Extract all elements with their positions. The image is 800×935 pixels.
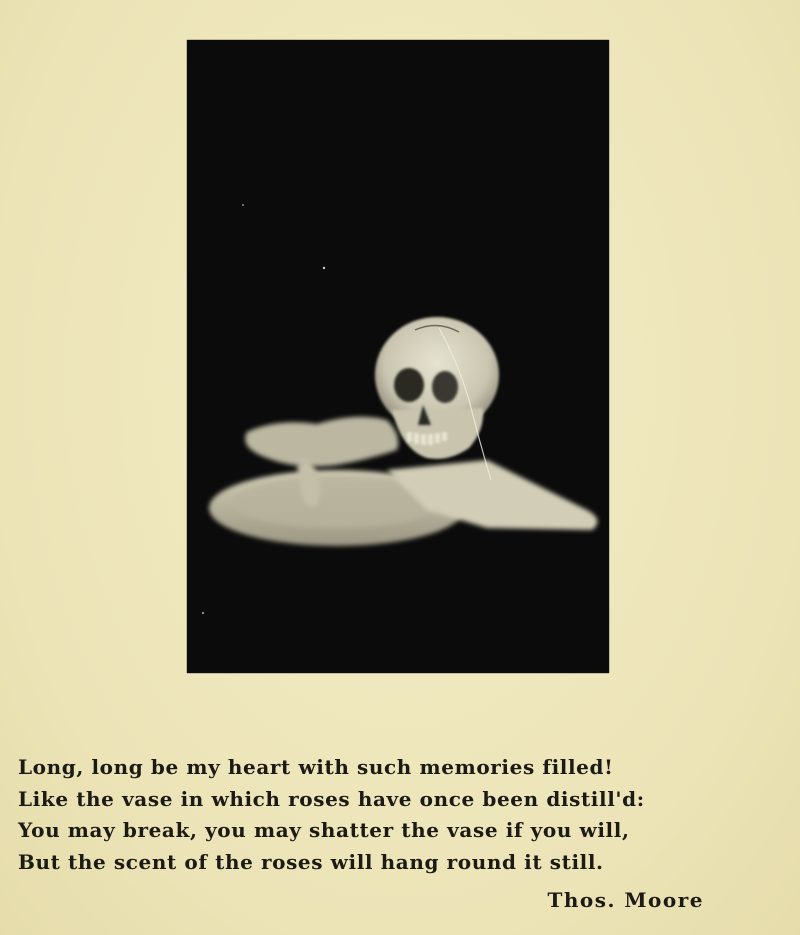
- eye-socket-left: [394, 368, 424, 402]
- poem-author: Thos. Moore: [547, 888, 704, 912]
- poem-line: Like the vase in which roses have once been distill'd:: [18, 786, 645, 811]
- eye-socket-right: [432, 371, 458, 403]
- still-life-illustration: [187, 40, 609, 673]
- poem-line: You may break, you may shatter the vase if you will,: [18, 818, 630, 842]
- skull-photograph: [187, 40, 609, 673]
- poem-line: Long, long be my heart with such memories filled!: [18, 755, 614, 779]
- poem-line: But the scent of the roses will hang round it still.: [18, 849, 604, 874]
- poem-text: [18, 752, 788, 878]
